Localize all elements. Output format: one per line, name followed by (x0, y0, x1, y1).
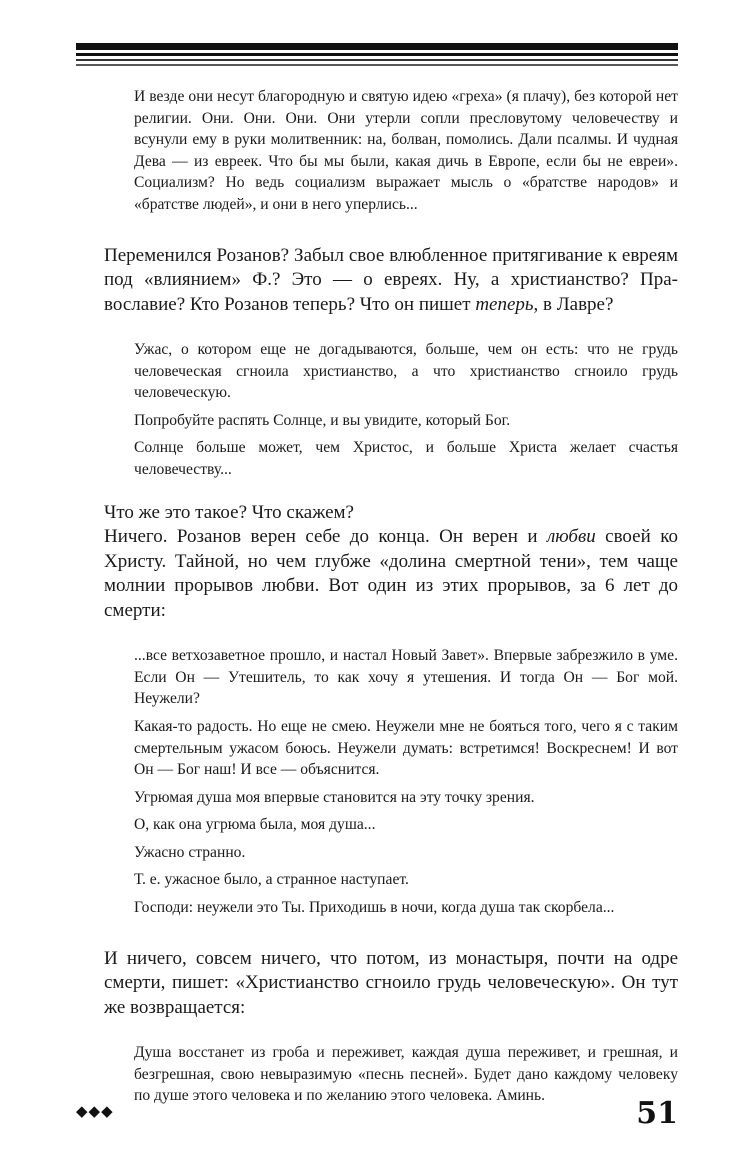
page-number: 51 (636, 1096, 678, 1131)
body-text (104, 501, 678, 624)
quote-paragraph: Господи: неужели это Ты. Приходишь в ночи, когда душа так скорбела... (134, 899, 615, 917)
emphasis: теперь (475, 293, 534, 315)
block-quote (134, 339, 678, 481)
quote-paragraph: И везде они несут благородную и святую идею «греха» (я плачу), без которой нет религии. Они. Они. Они. Они утерли сопли пресловутому человечеству и всунули ему в руки молитвенник: на, болван, помолись. Дали псалмы. И чудная Дева — из евреек. Что бы мы были, какая дичь в Европе, если бы не евреи». Социализм? Но ведь социализм выражает мысль о «братстве народов» и «братстве людей», и они в него уперлись... (134, 88, 678, 213)
body-text (104, 244, 678, 318)
body-paragraph: Ничего. Розанов верен себе до конца. Он верен и любви своей ко Христу. Тайной, но чем глубже «долина смертной тени», тем чаще молнии прорывов любви. Вот один из этих прорывов, за 6 лет до смерти: (104, 526, 678, 621)
quote-paragraph: О, как она угрюма была, моя душа... (134, 816, 376, 834)
page-body (104, 86, 678, 1113)
diamond-ornament-icon: ◆◆◆ (76, 1102, 114, 1120)
header-rule (76, 43, 678, 67)
body-paragraph: Переменился Розанов? Забыл свое влюбленное притягивание к евреям под «влиянием» Ф.? Это — о евреях. Ну, а христианство? Православие? Кто Розанов теперь? Что он пишет теперь, в Лавре? (104, 244, 678, 315)
quote-paragraph: Какая-то радость. Но еще не смею. Неужели мне не бояться того, чего я с таким смертельным ужасом боюсь. Неужели думать: встретимся! Воскреснем! И вот Он — Бог наш! И все — объяснится. (134, 717, 678, 779)
quote-paragraph: Ужасно странно. (134, 843, 246, 861)
quote-paragraph: Угрюмая душа моя впервые становится на эту точку зрения. (134, 788, 535, 806)
quote-paragraph: Ужас, о котором еще не догадываются, больше, чем он есть: что не грудь человеческая сгноила христианство, а что христианство сгноило грудь человеческую. (134, 341, 678, 402)
body-text (104, 947, 678, 1021)
page-footer (76, 1096, 678, 1130)
block-quote (134, 86, 678, 216)
body-paragraph: И ничего, совсем ничего, что потом, из монастыря, почти на одре смерти, пишет: «Христианство сгноило грудь человеческую». Он тут же возвращается: (104, 947, 678, 1018)
quote-paragraph: Душа восстанет из гроба и переживет, каждая душа переживет, и грешная, и безгрешная, свою невыразимую «песнь песней». Будет дано каждому человеку по душе этого человека и по желанию этого человека. Аминь. (134, 1044, 678, 1105)
quote-paragraph: Попробуйте распять Солнце, и вы увидите, который Бог. (134, 411, 511, 429)
body-paragraph: Что же это такое? Что скажем? (104, 501, 354, 523)
quote-paragraph: Т. е. ужасное было, а странное наступает. (134, 871, 409, 889)
emphasis: любви (546, 526, 596, 548)
block-quote (134, 645, 678, 919)
quote-paragraph: ...все ветхозаветное прошло, и настал Новый Завет». Впервые забрезжило в уме. Если Он — Утешитель, то как хочу я утешения. И тогда Он — Бог мой. Неужели? (134, 647, 678, 708)
quote-paragraph: Солнце больше может, чем Христос, и больше Христа желает счастья человечеству... (134, 439, 678, 479)
